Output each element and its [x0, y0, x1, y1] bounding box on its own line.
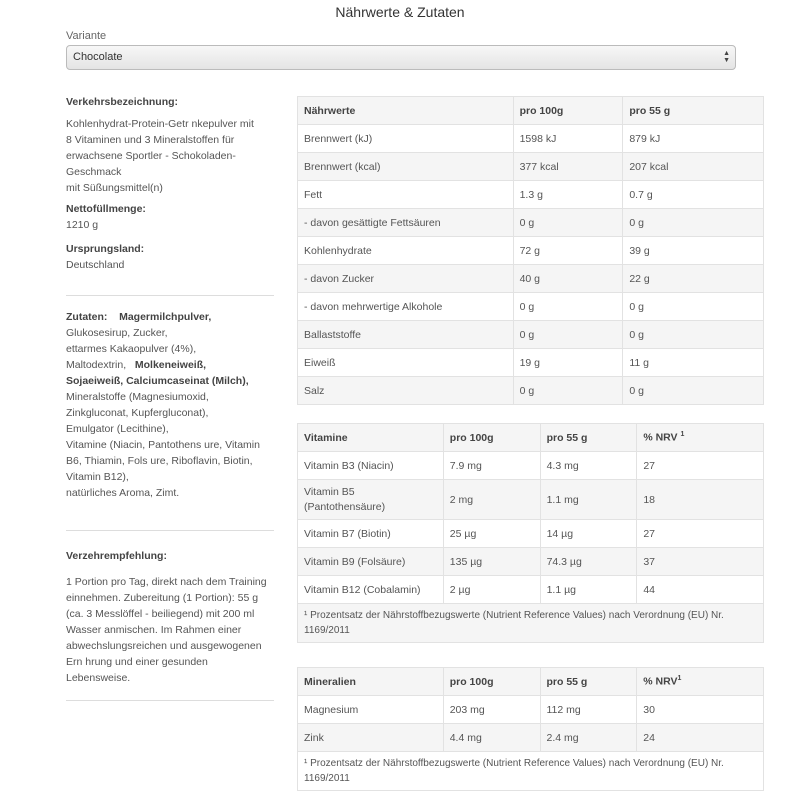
value-nrv: 18	[637, 480, 764, 520]
verkehr-line: mit Süßungsmittel(n)	[66, 182, 163, 194]
page-title: Nährwerte & Zutaten	[335, 4, 465, 20]
column-header: % NRV$^1$	[637, 668, 764, 696]
nutrient-name: Brennwert (kcal)	[298, 153, 514, 181]
nutrient-name: Kohlenhydrate	[298, 237, 514, 265]
column-header: Mineralien	[298, 668, 444, 696]
nutrient-name: - davon mehrwertige Alkohole	[298, 293, 514, 321]
table-row	[298, 377, 764, 405]
value-portion: 39 g	[623, 237, 764, 265]
value-portion: 4.3 mg	[540, 452, 637, 480]
netto-heading: Nettofüllmenge:	[66, 203, 146, 215]
verkehr-line: erwachsene Sportler - Schokoladen-	[66, 150, 236, 162]
value-100g: 135 µg	[443, 548, 540, 576]
vitamin-name: Vitamin B3 (Niacin)	[298, 452, 444, 480]
footnote: ¹ Prozentsatz der Nährstoffbezugswerte (Nutrient Reference Values) nach Verordnung (EU) Nr. 1169/2011	[298, 604, 764, 643]
value-portion: 207 kcal	[623, 153, 764, 181]
value-nrv: 30	[637, 696, 764, 724]
zutaten-line: Vitamin B12),	[66, 471, 129, 483]
column-header: pro 100g	[443, 424, 540, 452]
value-nrv: 37	[637, 548, 764, 576]
naehrwerte-table	[297, 96, 764, 405]
column-header: pro 55 g	[540, 424, 637, 452]
value-100g: 1598 kJ	[513, 125, 623, 153]
value-100g: 0 g	[513, 293, 623, 321]
vitamin-name: Vitamin B9 (Folsäure)	[298, 548, 444, 576]
verzehr-line: Lebensweise.	[66, 672, 131, 684]
value-100g: 25 µg	[443, 520, 540, 548]
value-portion: 74.3 µg	[540, 548, 637, 576]
table-row	[298, 576, 764, 604]
verzehr-line: (ca. 3 Messlöffel - beiliegend) mit 200 ml	[66, 608, 255, 620]
select-arrows-icon: ▲ ▼	[723, 50, 730, 64]
table-row	[298, 265, 764, 293]
table-row	[298, 349, 764, 377]
column-header: pro 100g	[513, 97, 623, 125]
nutrient-name: Brennwert (kJ)	[298, 125, 514, 153]
column-header: pro 55 g	[540, 668, 637, 696]
zutaten-line: natürliches Aroma, Zimt.	[66, 487, 180, 499]
value-portion: 1.1 mg	[540, 480, 637, 520]
table-row	[298, 548, 764, 576]
verzehr-block	[66, 548, 276, 686]
verzehr-line: Ern hrung und einer gesunden	[66, 656, 208, 668]
mineral-name: Magnesium	[298, 696, 444, 724]
nutrient-name: - davon gesättigte Fettsäuren	[298, 209, 514, 237]
table-row	[298, 480, 764, 520]
table-header-row	[298, 668, 764, 696]
table-footnote-row	[298, 604, 764, 643]
mineral-name: Zink	[298, 724, 444, 752]
zutaten-line: Vitamine (Niacin, Pantothens ure, Vitamin	[66, 439, 260, 451]
value-100g: 72 g	[513, 237, 623, 265]
value-nrv: 27	[637, 452, 764, 480]
mineralien-table	[297, 667, 764, 791]
table-row	[298, 153, 764, 181]
variant-label: Variante	[66, 30, 107, 42]
value-100g: 2 µg	[443, 576, 540, 604]
value-portion: 22 g	[623, 265, 764, 293]
table-row	[298, 293, 764, 321]
verkehr-line: Geschmack	[66, 166, 122, 178]
divider	[66, 700, 274, 701]
zutaten-line: Zinkgluconat, Kupfergluconat),	[66, 407, 209, 419]
table-header-row	[298, 97, 764, 125]
value-nrv: 27	[637, 520, 764, 548]
table-row	[298, 696, 764, 724]
divider	[66, 295, 274, 296]
verkehr-line: Kohlenhydrat-Protein-Getr nkepulver mit	[66, 118, 254, 130]
variant-select[interactable]	[66, 45, 736, 70]
zutaten-bold: Magermilchpulver,	[119, 311, 212, 323]
column-header: Nährwerte	[298, 97, 514, 125]
footnote: ¹ Prozentsatz der Nährstoffbezugswerte (Nutrient Reference Values) nach Verordnung (EU) Nr. 1169/2011	[298, 752, 764, 791]
ursprung-value: Deutschland	[66, 259, 125, 271]
value-100g: 1.3 g	[513, 181, 623, 209]
table-row	[298, 321, 764, 349]
value-100g: 0 g	[513, 377, 623, 405]
table-row	[298, 724, 764, 752]
table-row	[298, 520, 764, 548]
table-header-row	[298, 424, 764, 452]
table-footnote-row	[298, 752, 764, 791]
column-header: Vitamine	[298, 424, 444, 452]
value-100g: 2 mg	[443, 480, 540, 520]
zutaten-bold: Sojaeiweiß, Calciumcaseinat (Milch),	[66, 375, 249, 387]
zutaten-line: Glukosesirup, Zucker,	[66, 327, 168, 339]
value-portion: 1.1 µg	[540, 576, 637, 604]
nutrient-name: Ballaststoffe	[298, 321, 514, 349]
nutrient-name: Fett	[298, 181, 514, 209]
divider	[66, 530, 274, 531]
column-header: pro 55 g	[623, 97, 764, 125]
variant-selected-value: Chocolate	[73, 51, 123, 63]
zutaten-line: Maltodextrin,	[66, 359, 127, 371]
value-portion: 0 g	[623, 209, 764, 237]
vitamin-name: Vitamin B5 (Pantothensäure)	[298, 480, 444, 520]
value-100g: 203 mg	[443, 696, 540, 724]
value-portion: 879 kJ	[623, 125, 764, 153]
zutaten-line: Emulgator (Lecithine),	[66, 423, 169, 435]
table-row	[298, 181, 764, 209]
product-info	[66, 94, 276, 273]
value-100g: 0 g	[513, 321, 623, 349]
value-100g: 0 g	[513, 209, 623, 237]
value-portion: 0 g	[623, 321, 764, 349]
verkehr-line: 8 Vitaminen und 3 Mineralstoffen für	[66, 134, 235, 146]
table-row	[298, 125, 764, 153]
column-header: pro 100g	[443, 668, 540, 696]
table-row	[298, 209, 764, 237]
value-portion: 14 µg	[540, 520, 637, 548]
verkehr-heading: Verkehrsbezeichnung:	[66, 96, 179, 108]
value-portion: 11 g	[623, 349, 764, 377]
value-portion: 0 g	[623, 377, 764, 405]
value-portion: 112 mg	[540, 696, 637, 724]
value-nrv: 24	[637, 724, 764, 752]
zutaten-line: B6, Thiamin, Fols ure, Riboflavin, Biotin,	[66, 455, 253, 467]
nutrient-name: Salz	[298, 377, 514, 405]
verzehr-line: Wasser anmischen. Im Rahmen einer	[66, 624, 242, 636]
table-row	[298, 452, 764, 480]
vitamine-table	[297, 423, 764, 643]
verzehr-line: 1 Portion pro Tag, direkt nach dem Training	[66, 576, 267, 588]
table-row	[298, 237, 764, 265]
netto-value: 1210 g	[66, 219, 99, 231]
vitamin-name: Vitamin B7 (Biotin)	[298, 520, 444, 548]
ursprung-heading: Ursprungsland:	[66, 243, 145, 255]
value-portion: 2.4 mg	[540, 724, 637, 752]
zutaten-block	[66, 309, 276, 501]
value-nrv: 44	[637, 576, 764, 604]
zutaten-bold: Molkeneiweiß,	[134, 359, 207, 371]
zutaten-line: ettarmes Kakaopulver (4%),	[66, 343, 197, 355]
verzehr-line: einnehmen. Zubereitung (1 Portion): 55 g	[66, 592, 259, 604]
zutaten-heading: Zutaten:	[66, 311, 108, 323]
nutrient-name: Eiweiß	[298, 349, 514, 377]
verzehr-heading: Verzehrempfehlung:	[66, 550, 167, 562]
verzehr-line: abwechslungsreichen und ausgewogenen	[66, 640, 262, 652]
value-100g: 7.9 mg	[443, 452, 540, 480]
value-portion: 0 g	[623, 293, 764, 321]
column-header: % NRV $^1$	[637, 424, 764, 452]
zutaten-line: Mineralstoffe (Magnesiumoxid,	[66, 391, 209, 403]
value-100g: 4.4 mg	[443, 724, 540, 752]
value-portion: 0.7 g	[623, 181, 764, 209]
value-100g: 377 kcal	[513, 153, 623, 181]
value-100g: 40 g	[513, 265, 623, 293]
value-100g: 19 g	[513, 349, 623, 377]
nutrient-name: - davon Zucker	[298, 265, 514, 293]
vitamin-name: Vitamin B12 (Cobalamin)	[298, 576, 444, 604]
